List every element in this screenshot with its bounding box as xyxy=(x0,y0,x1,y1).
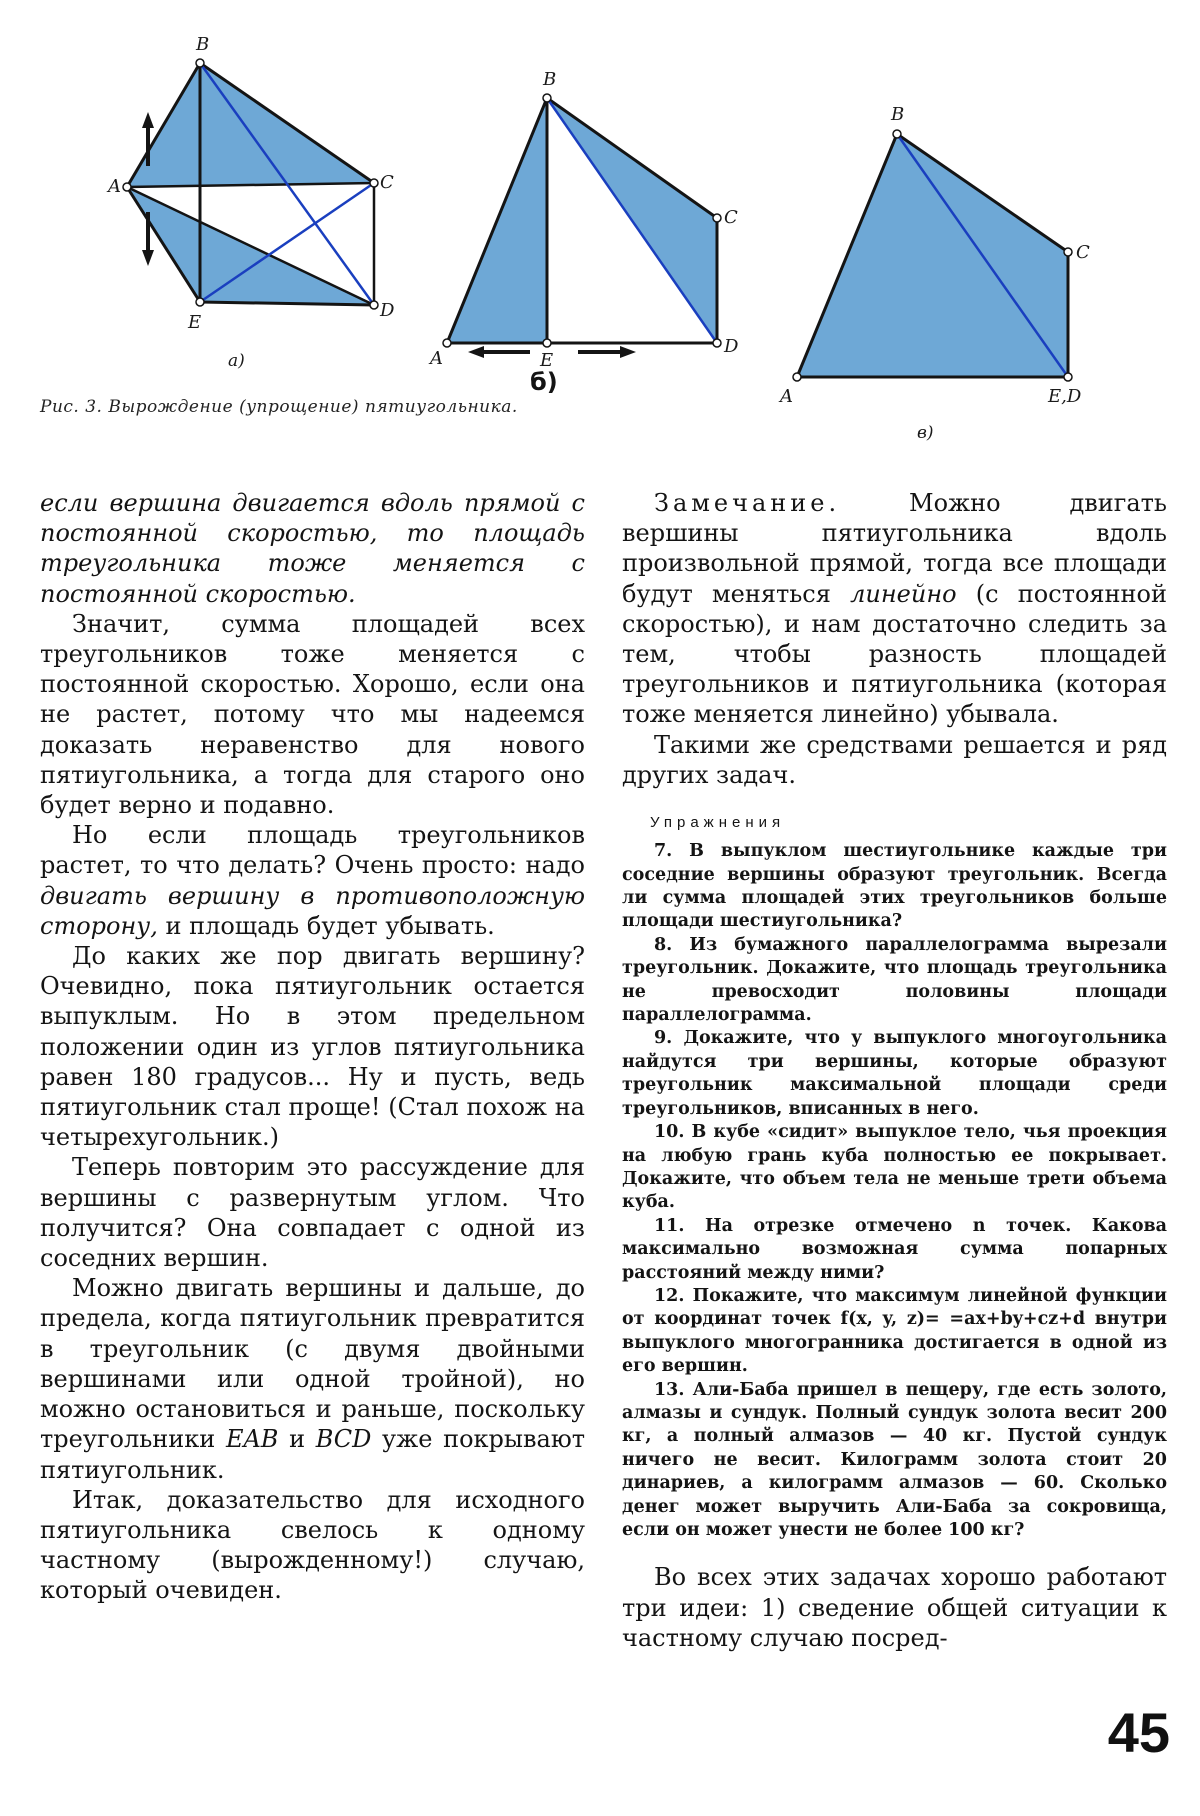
arrow-up-icon-head xyxy=(142,112,154,128)
label-b-A: A xyxy=(430,348,443,369)
label-c-A: A xyxy=(780,386,793,407)
panel-a-label: а) xyxy=(228,351,245,371)
exercise-item: 8. Из бумажного параллелограмма вырезали треугольник. Докажите, что площадь треугольника не превосходит половины площади параллелограмма. xyxy=(622,934,1167,1026)
label-a-A: A xyxy=(108,176,121,197)
exercise-item: 13. Али-Баба пришел в пещеру, где есть золото, алмазы и сундук. Полный сундук золота весит 200 кг, а полный алмазов — 40 кг. Пустой сундук ничего не весит. Килограмм золота стоит 20 динариев, а килограмм алмазов — 60. Сколько денег может выручить Али-Баба за сокровища, если он может унести не более 100 кг? xyxy=(622,1379,1167,1541)
label-a-C: C xyxy=(380,172,394,193)
panel-a xyxy=(106,34,395,371)
label-c-C: C xyxy=(1076,242,1090,263)
label-a-E: E xyxy=(188,312,202,333)
label-a-D: D xyxy=(380,300,395,321)
exercise-item: 12. Покажите, что максимум линейной функции от координат точек f(x, y, z)= =ax+by+cz+d внутри выпуклого многогранника достигается в одной из его вершин. xyxy=(622,1285,1167,1377)
right-column xyxy=(622,488,1167,1653)
panel-c-label: в) xyxy=(917,423,934,443)
figure-caption: Рис. 3. Вырождение (упрощение) пятиугольника. xyxy=(40,397,518,417)
pentagon-diagrams xyxy=(0,0,1200,460)
label-b-C: C xyxy=(724,207,738,228)
paragraph: Можно двигать вершины и дальше, до предела, когда пятиугольник превратится в треугольник (с двумя двойными вершинами или одной тройной), но можно остановиться и раньше, поскольку треугольники EAB и BCD уже покрывают пятиугольник. xyxy=(40,1274,585,1484)
remark: Замечание. Можно двигать вершины пятиугольника вдоль произвольной прямой, тогда все площади будут меняться линейно (с постоянной скоростью), и нам достаточно следить за тем, чтобы разность площадей треугольников и пятиугольника (которая тоже меняется линейно) убывала. xyxy=(622,489,1167,729)
paragraph: Теперь повторим это рассуждение для вершины с развернутым углом. Что получится? Она совпадает с одной из соседних вершин. xyxy=(40,1153,585,1273)
quadrilateral-abcd xyxy=(797,134,1068,377)
paragraph: Такими же средствами решается и ряд других задач. xyxy=(622,730,1167,789)
paragraph: Итак, доказательство для исходного пятиугольника свелось к одному частному (вырожденному!) случаю, который очевиден. xyxy=(40,1485,585,1605)
paragraph: Но если площадь треугольников растет, то что делать? Очень просто: надо двигать вершину в противоположную сторону, и площадь будет убывать. xyxy=(40,821,585,940)
label-a-B: B xyxy=(196,34,210,55)
exercise-item: 7. В выпуклом шестиугольнике каждые три соседние вершины образуют треугольник. Всегда ли сумма площадей этих треугольников больше площади шестиугольника? xyxy=(622,841,1167,932)
paragraph: если вершина двигается вдоль прямой с постоянной скоростью, то площадь треугольника тоже меняется с постоянной скоростью. xyxy=(40,489,585,608)
arrow-down-icon-head xyxy=(142,250,154,266)
label-b-D: D xyxy=(724,336,739,357)
panel-b xyxy=(428,69,739,396)
exercise-item: 9. Докажите, что у выпуклого многоугольника найдутся три вершины, которые образуют треугольник максимальной площади среди треугольников, вписанных в него. xyxy=(622,1028,1167,1119)
exercise-item: 11. На отрезке отмечено n точек. Какова максимально возможная сумма попарных расстояний между ними? xyxy=(622,1215,1167,1283)
paragraph: Значит, сумма площадей всех треугольников тоже меняется с постоянной скоростью. Хорошо, если она не растет, потому что мы надеемся доказать неравенство для нового пятиугольника, а тогда для старого оно будет верно и подавно. xyxy=(40,609,585,820)
label-c-B: B xyxy=(891,104,905,125)
label-b-E: E xyxy=(540,350,554,371)
label-c-ED: E,D xyxy=(1048,386,1082,407)
panel-c xyxy=(778,104,1090,443)
arrow-left-icon-head xyxy=(468,346,484,358)
exercise-item: 10. В кубе «сидит» выпуклое тело, чья проекция на любую грань куба полностью ее покрывает. Докажите, что объем тела не меньше трети объема куба. xyxy=(622,1122,1167,1213)
figure-3 xyxy=(0,0,1200,460)
label-b-B: B xyxy=(543,69,557,90)
left-column xyxy=(40,488,585,1606)
arrow-right-icon-head xyxy=(620,346,636,358)
page-number: 45 xyxy=(1107,1701,1170,1764)
panel-b-label: б) xyxy=(530,368,558,396)
closing-paragraph: Во всех этих задачах хорошо работают три идеи: 1) сведение общей ситуации к частному случаю посред- xyxy=(622,1563,1167,1652)
paragraph: До каких же пор двигать вершину? Очевидно, пока пятиугольник остается выпуклым. Но в этом предельном положении один из углов пятиугольника равен 180 градусов... Ну и пусть, ведь пятиугольник стал проще! (Стал похож на четырехугольник.) xyxy=(40,942,585,1152)
exercises-heading: Упражнения xyxy=(650,814,786,832)
remark-label: Замечание. xyxy=(654,489,841,517)
